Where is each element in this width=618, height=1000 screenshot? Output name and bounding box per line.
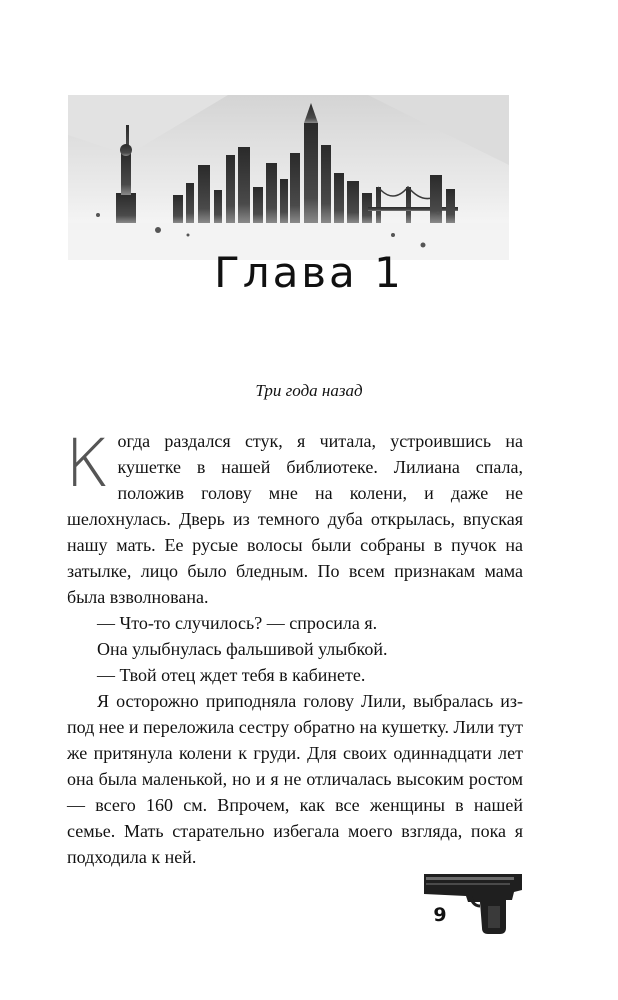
paragraph: Я осторожно приподняла голову Лили, выбралась из-под нее и переложила сестру обратно на кушетку. Лили тут же притянула колени к груди. Для своих одиннадцати лет она была маленькой, но и я не отличалась высоким ростом — всего 160 см. Впрочем, как все женщины в нашей семье. Мать старательно избегала моего взгляда, пока я подходила к ней. <box>67 691 523 867</box>
city-skyline-illustration <box>68 95 509 260</box>
paragraph <box>65 425 523 610</box>
paragraph: Она улыбнулась фальшивой улыбкой. <box>97 639 388 659</box>
paragraph: — Что-то случилось? — спросила я. <box>97 613 378 633</box>
drop-cap: К <box>65 425 110 502</box>
paragraph: — Твой отец ждет тебя в кабинете. <box>97 665 366 685</box>
paragraph-text: огда раздался стук, я читала, устроившись на кушетке в нашей библиотеке. Лилиана спала, положив голову мне на колени, и даже не шелохнулась. Дверь из темного дуба открылась, впуская нашу мать. Ее русые волосы были собраны в пучок на затылке, лицо было бледным. По всем признакам мама была взволнована. <box>67 431 523 607</box>
page-number: 9 <box>433 904 447 926</box>
chapter-subtitle: Три года назад <box>255 381 363 400</box>
chapter-title: Глава 1 <box>214 248 404 297</box>
body-text <box>65 425 523 870</box>
